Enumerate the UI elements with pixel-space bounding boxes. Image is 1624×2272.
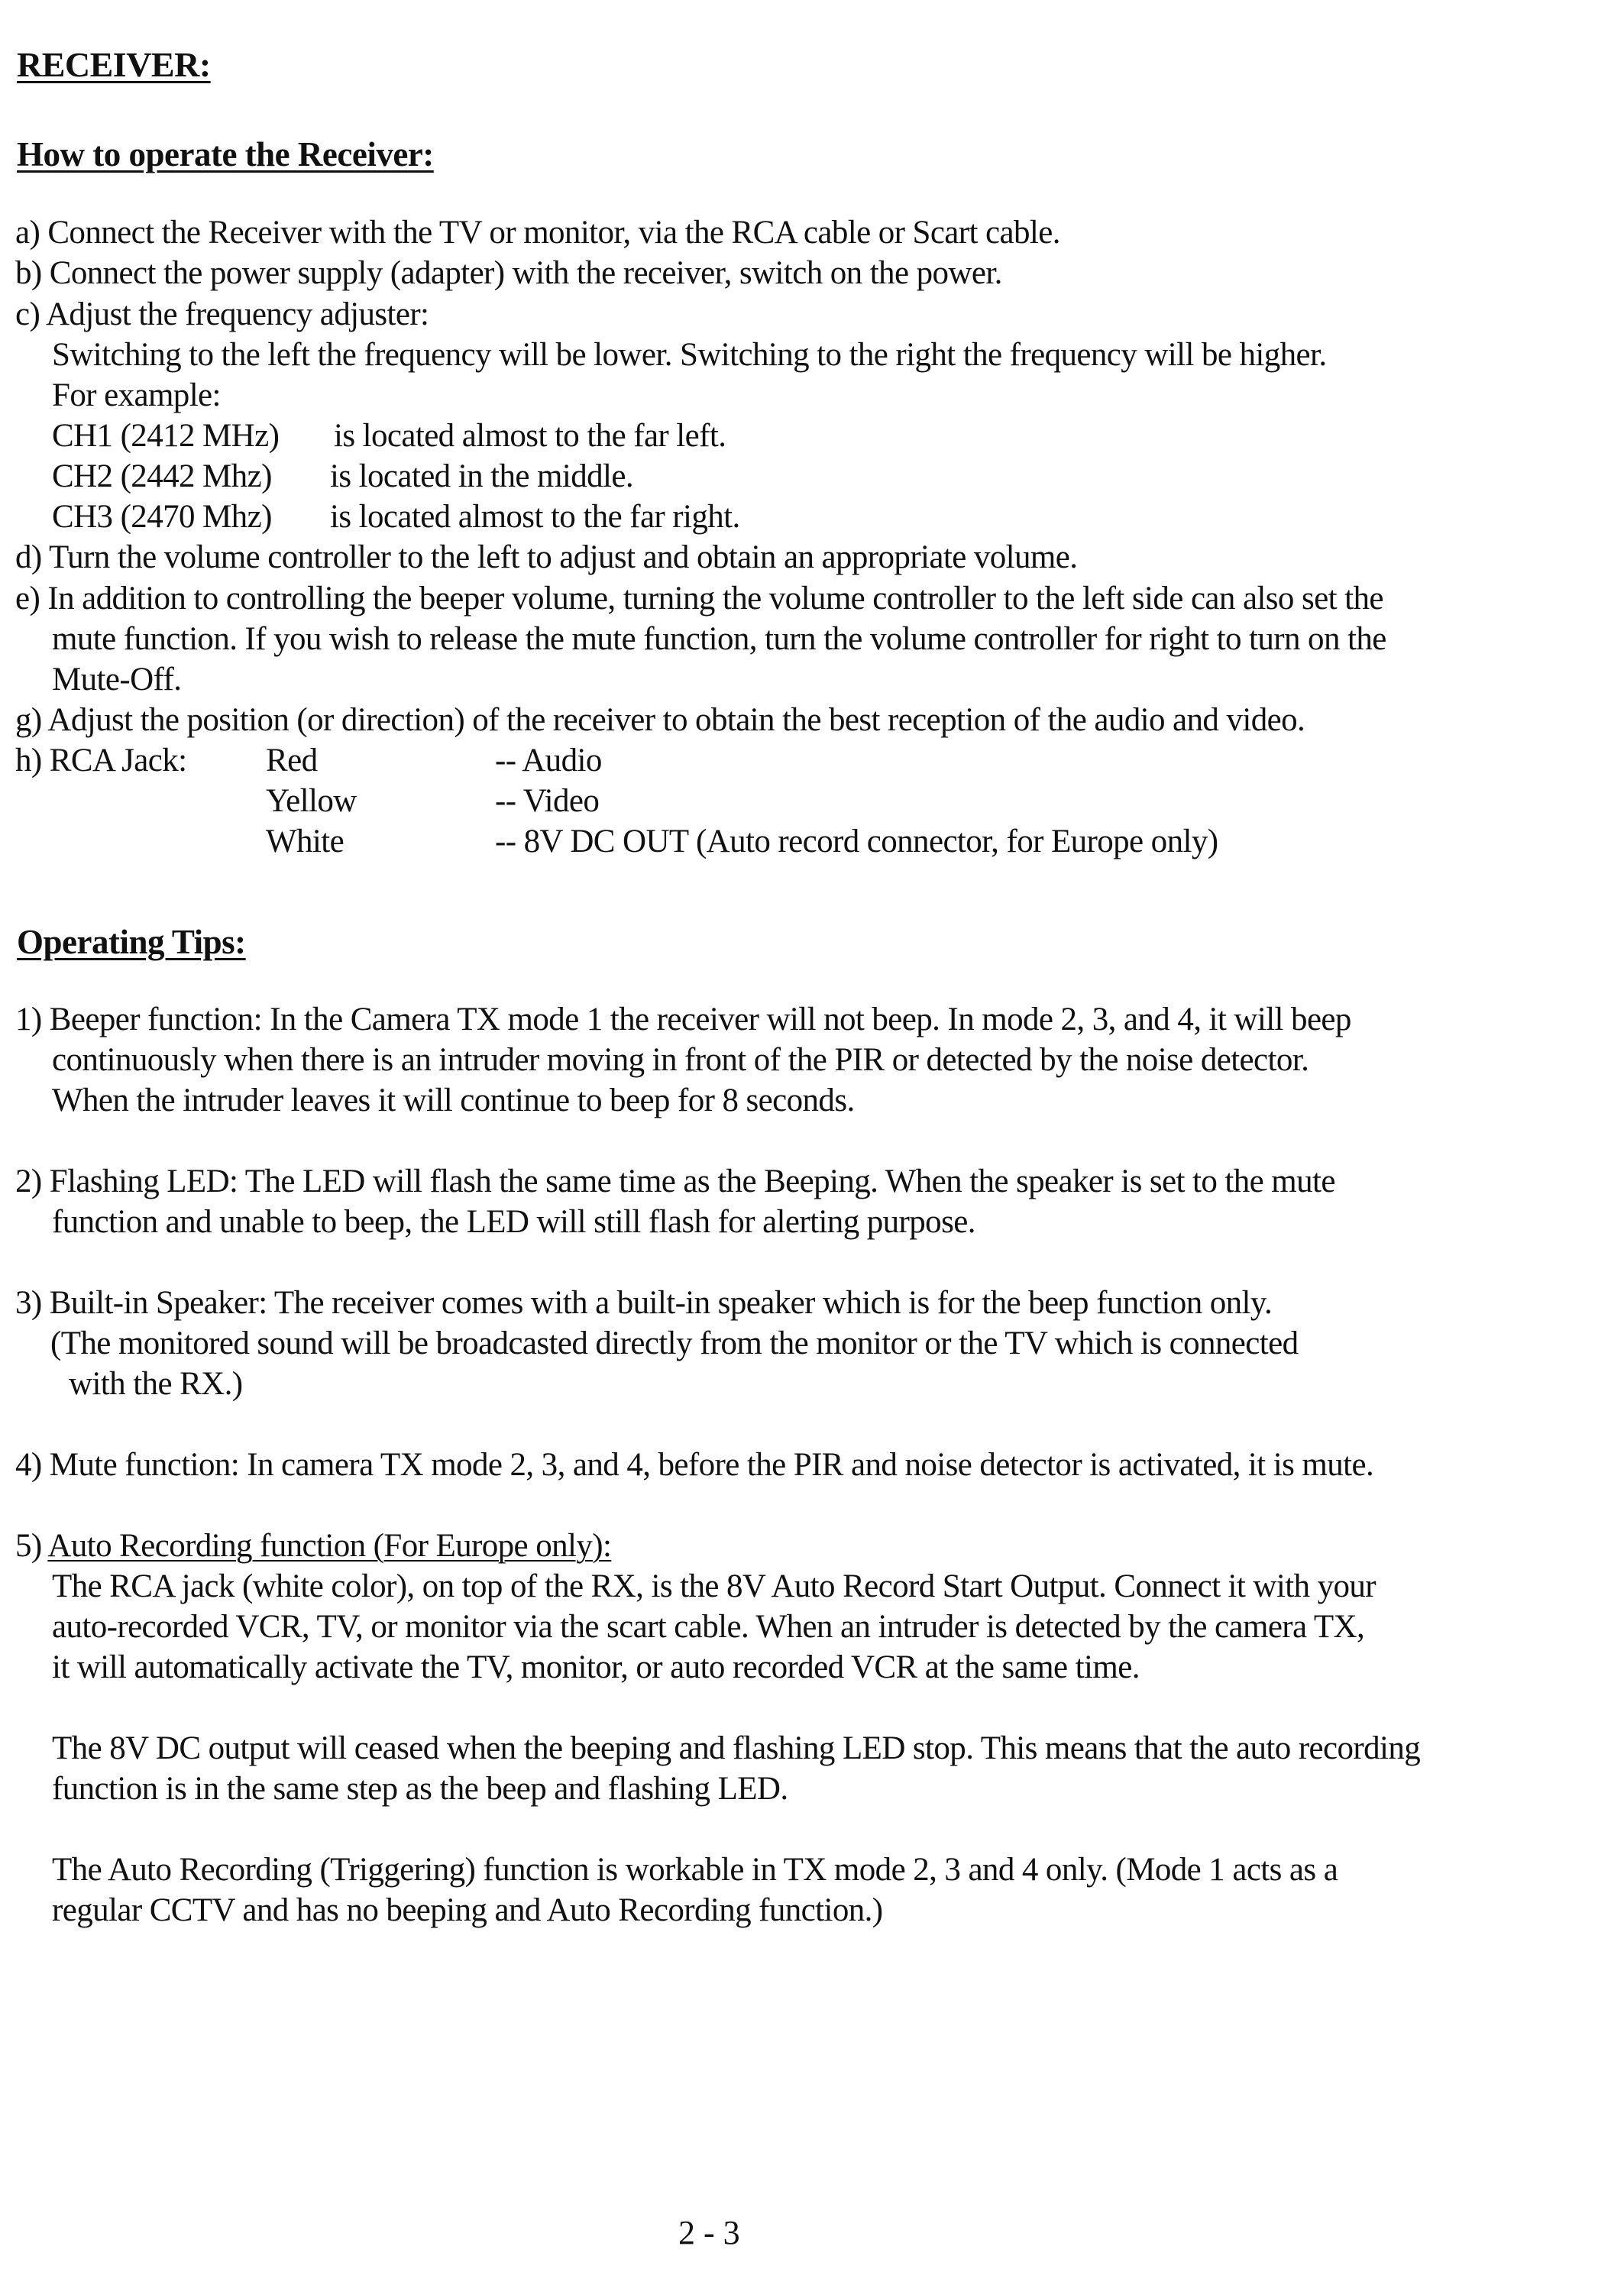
tip-4-line-1: 4) Mute function: In camera TX mode 2, 3, and 4, before the PIR and noise detector is activated, it is mute.	[15, 1447, 1374, 1483]
tip-5-para-1-line-3: it will automatically activate the TV, monitor, or auto recorded VCR at the same time.	[52, 1649, 1140, 1685]
channel-location: is located in the middle.	[330, 458, 633, 494]
tip-5-para-1-line-2: auto-recorded VCR, TV, or monitor via the scart cable. When an intruder is detected by the camera TX,	[52, 1609, 1365, 1645]
step-e-line-2: mute function. If you wish to release the mute function, turn the volume controller for right to turn on the	[52, 621, 1386, 657]
rca-jack-color: Yellow	[266, 783, 357, 819]
tip-1-line-1: 1) Beeper function: In the Camera TX mode 1 the receiver will not beep. In mode 2, 3, and 4, it will beep	[15, 1002, 1351, 1037]
channel-location: is located almost to the far right.	[330, 499, 740, 535]
step-h-label: h) RCA Jack:	[15, 743, 187, 778]
tip-5-para-3-line-1: The Auto Recording (Triggering) function is workable in TX mode 2, 3 and 4 only. (Mode 1 acts as a	[52, 1852, 1338, 1888]
step-e-line-1: e) In addition to controlling the beeper volume, turning the volume controller to the left side can also set the	[15, 581, 1383, 617]
rca-jack-color: White	[266, 824, 345, 859]
channel-name: CH3 (2470 Mhz)	[52, 499, 272, 535]
tip-5-title: Auto Recording function (For Europe only):	[47, 1528, 612, 1564]
step-e-line-3: Mute-Off.	[52, 662, 182, 697]
channel-name: CH1 (2412 MHz)	[52, 418, 280, 454]
rca-jack-function: -- 8V DC OUT (Auto record connector, for Europe only)	[495, 824, 1218, 859]
rca-jack-function: -- Video	[495, 783, 600, 819]
tip-5-title-line	[15, 1529, 611, 1562]
tip-5-para-3-line-2: regular CCTV and has no beeping and Auto Recording function.)	[52, 1892, 883, 1928]
tip-2-line-2: function and unable to beep, the LED will still flash for alerting purpose.	[52, 1204, 975, 1240]
section-heading-how-to-operate: How to operate the Receiver:	[17, 135, 434, 173]
step-a: a) Connect the Receiver with the TV or monitor, via the RCA cable or Scart cable.	[15, 215, 1060, 251]
step-b: b) Connect the power supply (adapter) with the receiver, switch on the power.	[15, 255, 1002, 291]
rca-jack-color: Red	[266, 743, 318, 778]
tip-3-line-3: with the RX.)	[69, 1366, 243, 1402]
tip-2-line-1: 2) Flashing LED: The LED will flash the same time as the Beeping. When the speaker is set to the mute	[15, 1164, 1335, 1199]
step-c: c) Adjust the frequency adjuster:	[15, 296, 429, 332]
channel-name: CH2 (2442 Mhz)	[52, 458, 272, 494]
tip-5-number: 5)	[15, 1528, 48, 1564]
page-number: 2 - 3	[678, 2214, 740, 2251]
tip-5-para-2-line-1: The 8V DC output will ceased when the beeping and flashing LED stop. This means that the auto recording	[52, 1730, 1421, 1766]
tip-5-para-2-line-2: function is in the same step as the beep and flashing LED.	[52, 1771, 788, 1807]
tip-3-line-1: 3) Built-in Speaker: The receiver comes with a built-in speaker which is for the beep function only.	[15, 1285, 1273, 1321]
channel-location: is located almost to the far left.	[334, 418, 726, 454]
page-title: RECEIVER:	[17, 45, 211, 84]
section-heading-operating-tips: Operating Tips:	[17, 923, 246, 961]
step-c-example-label: For example:	[52, 377, 221, 413]
tip-1-line-3: When the intruder leaves it will continue to beep for 8 seconds.	[52, 1083, 855, 1118]
tip-1-line-2: continuously when there is an intruder moving in front of the PIR or detected by the noise detector.	[52, 1042, 1309, 1078]
tip-3-line-2: (The monitored sound will be broadcasted directly from the monitor or the TV which is connected	[50, 1325, 1299, 1361]
tip-5-para-1-line-1: The RCA jack (white color), on top of the RX, is the 8V Auto Record Start Output. Connect it with your	[52, 1568, 1377, 1604]
step-d: d) Turn the volume controller to the left to adjust and obtain an appropriate volume.	[15, 539, 1078, 575]
rca-jack-function: -- Audio	[495, 743, 602, 778]
step-g: g) Adjust the position (or direction) of the receiver to obtain the best reception of the audio and video.	[15, 702, 1305, 738]
step-c-detail: Switching to the left the frequency will be lower. Switching to the right the frequency will be higher.	[52, 337, 1327, 373]
